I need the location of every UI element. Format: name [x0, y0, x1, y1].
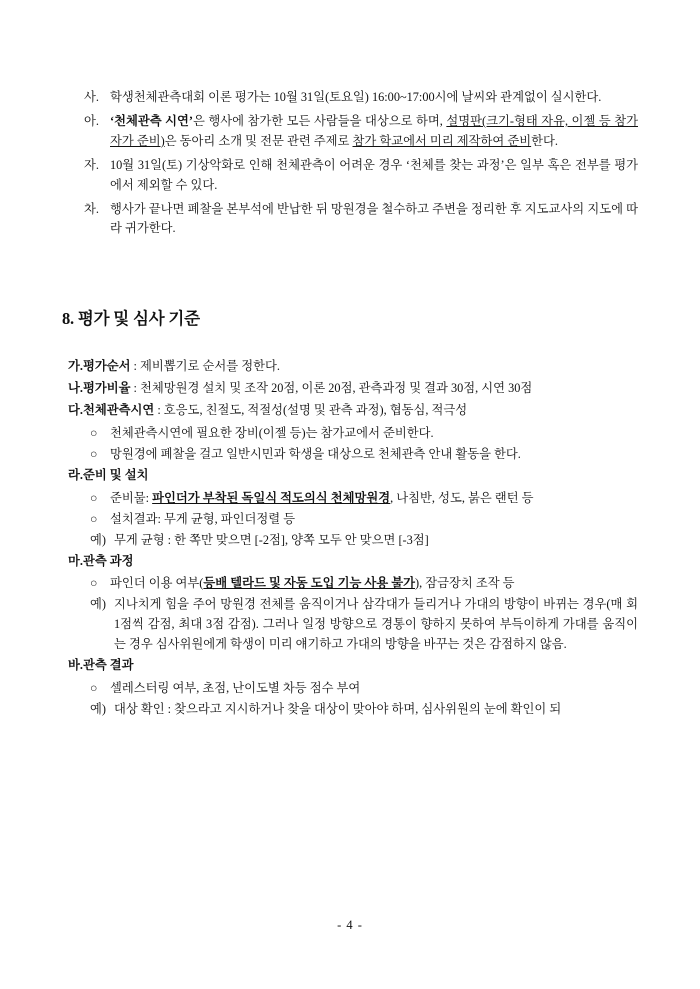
- criteria-marker: 다.: [68, 403, 83, 418]
- list-text: [110, 88, 638, 108]
- list-text: [110, 112, 638, 152]
- criteria-marker: 가.: [68, 359, 83, 374]
- criteria-item: [68, 466, 638, 486]
- criteria-group: [68, 656, 638, 720]
- criteria-sub-item: [90, 424, 638, 444]
- text-segment: 평가비율: [82, 381, 134, 396]
- criteria-sub-marker: ○: [90, 426, 98, 441]
- text-segment: 파인더가 부착된 독일식 적도의식 천체망원경: [152, 490, 391, 505]
- criteria-text: [83, 379, 638, 399]
- criteria-text: [83, 357, 638, 377]
- text-segment: 관측 과정: [82, 553, 134, 568]
- criteria-sub-text: [114, 595, 638, 655]
- criteria-marker: 마.: [68, 553, 83, 568]
- text-segment: 파인더 이용 여부(: [110, 576, 204, 591]
- criteria-sub-text: [110, 445, 638, 465]
- criteria-group: [68, 379, 638, 399]
- page-number: - 4 -: [337, 918, 363, 932]
- criteria-text: [83, 656, 638, 676]
- criteria-sub-text: [110, 489, 638, 509]
- criteria-sub-text: [114, 531, 638, 551]
- criteria-sub-item: [90, 700, 638, 720]
- text-segment: 설치결과: 무게 균형, 파인더정렬 등: [110, 511, 296, 526]
- text-segment: 한다.: [531, 133, 558, 148]
- criteria-sub-marker: 예): [90, 701, 106, 716]
- text-segment: ), 잠금장치 조작 등: [415, 576, 515, 591]
- text-segment: 평가순서: [82, 359, 134, 374]
- text-segment: 등배 텔라드 및 자동 도입 기능 사용 불가: [203, 576, 415, 591]
- list-marker: 자.: [84, 157, 99, 172]
- criteria-sub-list: [68, 679, 638, 720]
- criteria-sub-marker: ○: [90, 576, 98, 591]
- criteria-sub-marker: ○: [90, 490, 98, 505]
- criteria-marker: 바.: [68, 658, 83, 673]
- text-segment: : 제비뽑기로 순서를 정한다.: [133, 359, 280, 374]
- text-segment: 참가 학교에서 미리 제작하여 준비: [352, 133, 532, 148]
- criteria-sub-list: [68, 424, 638, 465]
- criteria-sub-marker: ○: [90, 680, 98, 695]
- criteria-group: [68, 357, 638, 377]
- criteria-sub-list: [68, 489, 638, 551]
- criteria-sub-item: [90, 679, 638, 699]
- criteria-marker: 라.: [68, 467, 83, 482]
- criteria-item: [68, 357, 638, 377]
- criteria-sub-item: [90, 531, 638, 551]
- list-marker: 아.: [84, 113, 99, 128]
- text-segment: 10월 31일(토) 기상악화로 인해 천체관측이 어려운 경우 ‘천체를 찾는 과정’은 일부 혹은 전부를 평가에서 제외할 수 있다.: [110, 157, 638, 192]
- text-segment: 준비물:: [110, 490, 153, 505]
- criteria-sub-item: [90, 510, 638, 530]
- criteria-sub-marker: ○: [90, 511, 98, 526]
- criteria-item: [68, 379, 638, 399]
- text-segment: ‘천체관측 시연’: [110, 113, 193, 128]
- criteria-group: [68, 401, 638, 465]
- text-segment: 관측 결과: [82, 658, 134, 673]
- criteria-sub-text: [114, 700, 638, 720]
- criteria-sub-text: [110, 424, 638, 444]
- criteria-text: [83, 552, 638, 572]
- text-segment: 셀레스터링 여부, 초점, 난이도별 차등 점수 부여: [110, 680, 361, 695]
- text-segment: 설명판(크기-형태 자유, 이젤 등 참가자가 준비): [110, 113, 638, 148]
- text-segment: 행사가 끝나면 폐찰을 본부석에 반납한 뒤 망원경을 철수하고 주변을 정리한 후 지도교사의 지도에 따라 귀가한다.: [110, 201, 638, 236]
- text-segment: 준비 및 설치: [82, 467, 149, 482]
- criteria-text: [83, 466, 638, 486]
- criteria-text: [83, 401, 638, 421]
- text-segment: : 호응도, 친절도, 적절성(설명 및 관측 과정), 협동심, 적극성: [157, 403, 468, 418]
- section-heading: 8. 평가 및 심사 기준: [62, 309, 200, 329]
- list-marker: 사.: [84, 90, 99, 104]
- criteria-marker: 나.: [68, 381, 83, 396]
- criteria-sub-text: [110, 679, 638, 699]
- text-segment: 무게 균형 : 한 쪽만 맞으면 [-2점], 양쪽 모두 안 맞으면 [-3점]: [114, 532, 429, 547]
- text-segment: 지나치게 힘을 주어 망원경 전체를 움직이거나 삼각대가 들리거나 가대의 방향이 바뀌는 경우(매 회 1점씩 감점, 최대 3점 감점). 그러나 일정 방향으로 경통이 향하지 못하여 부득이하게 가대를 움직이는 경우 심사위원에게 학생이 미리 얘기하고 가대의 방향을 바꾸는 것은 감점하지 않음.: [114, 597, 638, 652]
- text-segment: 천체관측시연: [82, 403, 158, 418]
- list-item: [84, 200, 638, 240]
- text-segment: 은 동아리 소개 및 전문 관련 주제로: [164, 133, 353, 148]
- list-marker: 차.: [84, 201, 99, 216]
- list-text: [110, 200, 638, 240]
- criteria-group: [68, 552, 638, 656]
- text-segment: : 천체망원경 설치 및 조작 20점, 이론 20점, 관측과정 및 결과 30점, 시연 30점: [133, 381, 533, 396]
- text-segment: 은 행사에 참가한 모든 사람들을 대상으로 하며,: [192, 113, 447, 128]
- criteria-group: [68, 466, 638, 551]
- top-list: [84, 88, 638, 239]
- list-text: [110, 156, 638, 196]
- criteria-sub-item: [90, 489, 638, 509]
- list-item: [84, 112, 638, 152]
- criteria-sub-item: [90, 574, 638, 594]
- criteria-item: [68, 552, 638, 572]
- criteria-list: [68, 357, 638, 719]
- text-segment: , 나침반, 성도, 붉은 랜턴 등: [390, 490, 534, 505]
- text-segment: 학생천체관측대회 이론 평가는 10월 31일(토요일) 16:00~17:00시에 날씨와 관계없이 실시한다.: [110, 90, 602, 104]
- text-segment: 망원경에 폐찰을 걸고 일반시민과 학생을 대상으로 천체관측 안내 활동을 한다.: [110, 446, 521, 461]
- list-item: [84, 88, 638, 108]
- criteria-sub-marker: ○: [90, 446, 98, 461]
- text-segment: 대상 확인 : 찾으라고 지시하거나 찾을 대상이 맞아야 하며, 심사위원의 눈에 확인이 되: [114, 701, 562, 716]
- criteria-item: [68, 656, 638, 676]
- criteria-sub-text: [110, 510, 638, 530]
- text-segment: 천체관측시연에 필요한 장비(이젤 등)는 참가교에서 준비한다.: [110, 426, 434, 441]
- criteria-sub-item: [90, 445, 638, 465]
- criteria-sub-marker: 예): [90, 532, 106, 547]
- list-item: [84, 156, 638, 196]
- criteria-sub-text: [110, 574, 638, 594]
- criteria-item: [68, 401, 638, 421]
- criteria-sub-item: [90, 595, 638, 655]
- criteria-sub-list: [68, 574, 638, 655]
- criteria-sub-marker: 예): [90, 597, 106, 612]
